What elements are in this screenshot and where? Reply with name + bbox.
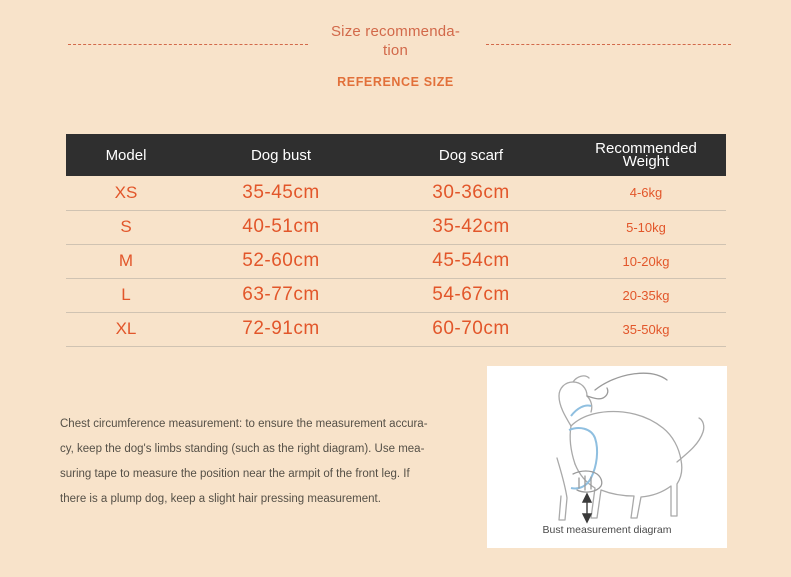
table-row — [66, 210, 726, 244]
size-table-body — [66, 176, 726, 346]
cell-scarf: 30-36cm — [432, 181, 510, 203]
dashed-rule-right — [486, 44, 731, 45]
page-subtitle: REFERENCE SIZE — [337, 75, 454, 89]
page-title-line2: tion — [383, 42, 408, 59]
column-header-weight — [566, 134, 726, 176]
cell-bust: 40-51cm — [242, 216, 320, 237]
cell-bust: 63-77cm — [242, 284, 320, 305]
cell-model: S — [120, 217, 132, 236]
bust-measurement-diagram — [487, 366, 727, 548]
diagram-caption: Bust measurement diagram — [542, 524, 672, 536]
table-row — [66, 312, 726, 346]
table-row — [66, 244, 726, 278]
cell-scarf: 35-42cm — [432, 216, 510, 237]
column-header-bust: Dog bust — [250, 146, 312, 164]
note-line-2: cy, keep the dog's limbs standing (such as the right diagram). Use mea- — [60, 443, 425, 455]
cell-scarf: 54-67cm — [432, 284, 510, 305]
dashed-rule-left — [68, 44, 308, 45]
size-table-wrapper — [66, 134, 726, 347]
table-row — [66, 176, 726, 210]
size-table — [66, 134, 726, 347]
dog-measurement-illustration — [487, 366, 727, 548]
cell-weight: 5-10kg — [626, 219, 666, 235]
table-header-row — [66, 134, 726, 176]
size-table-head — [66, 134, 726, 176]
cell-bust: 72-91cm — [242, 318, 320, 339]
cell-model: L — [121, 285, 131, 304]
cell-bust: 52-60cm — [242, 250, 320, 271]
column-header-model: Model — [105, 146, 147, 164]
cell-model: XL — [115, 319, 137, 338]
cell-scarf: 45-54cm — [432, 250, 510, 271]
note-line-3: suring tape to measure the position near the armpit of the front leg. If — [60, 468, 410, 480]
page-title — [308, 22, 483, 60]
page-title-line1: Size recommenda- — [330, 23, 461, 40]
note-line-1: Chest circumference measurement: to ensure the measurement accura- — [60, 418, 428, 430]
column-header-scarf: Dog scarf — [438, 146, 504, 164]
cell-weight: 20-35kg — [622, 287, 670, 303]
cell-weight: 4-6kg — [629, 185, 663, 201]
cell-model: M — [118, 251, 134, 270]
column-header-weight-line2: Weight — [622, 153, 670, 170]
table-row — [66, 278, 726, 312]
note-line-4: there is a plump dog, keep a slight hair pressing measurement. — [60, 493, 381, 505]
cell-scarf: 60-70cm — [432, 318, 510, 339]
cell-weight: 10-20kg — [622, 253, 670, 269]
cell-model: XS — [114, 182, 138, 202]
cell-weight: 35-50kg — [622, 321, 670, 337]
measurement-note — [60, 412, 460, 512]
header — [0, 22, 791, 72]
column-header-weight-line1: Recommended — [595, 140, 697, 157]
cell-bust: 35-45cm — [242, 181, 320, 203]
